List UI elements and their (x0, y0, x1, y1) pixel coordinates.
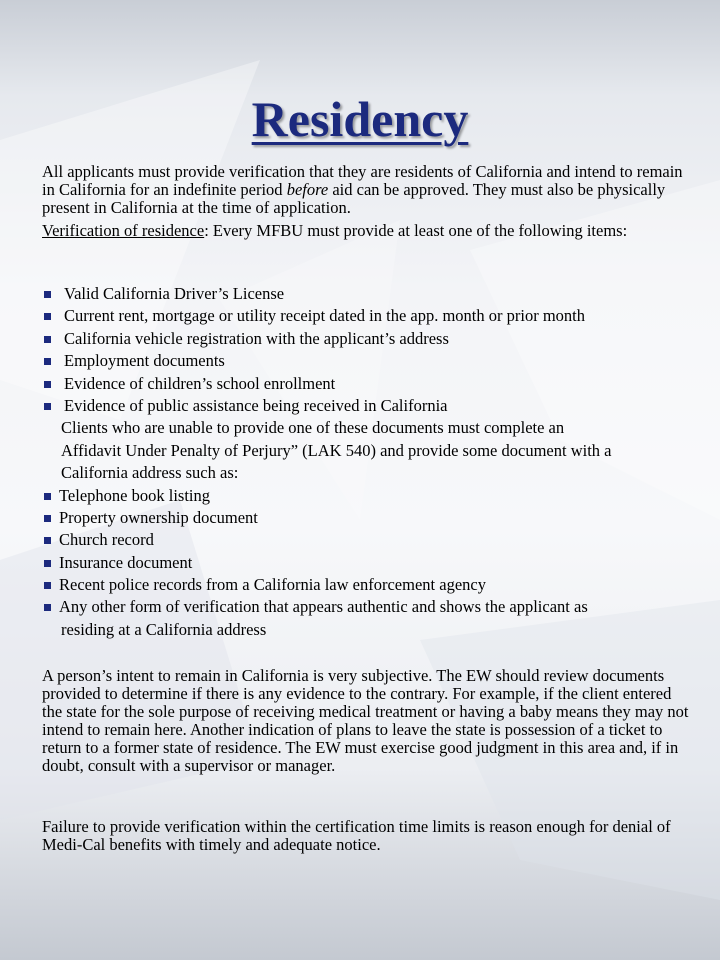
list-item: Employment documents (42, 350, 702, 372)
verification-label: Verification of residence (42, 221, 205, 240)
intro-paragraph (42, 163, 694, 217)
list-item: Telephone book listing (42, 485, 702, 507)
list-item: Church record (42, 529, 702, 551)
verification-text: : Every MFBU must provide at least one of the following items: (204, 221, 628, 240)
document-list (42, 283, 702, 641)
bullet-icon (44, 313, 51, 320)
intent-paragraph: A person’s intent to remain in California is very subjective. The EW should review documents provided to determine if there is any evidence to the contrary. For example, if the client entered the state for the sole purpose of receiving medical treatment or having a baby means they may not intend to remain here. Another indication of plans to leave the state is possession of a ticket to return to a former state of residence. The EW must exercise good judgment in this area and, if in doubt, consult with a supervisor or manager. (42, 666, 689, 775)
list-item: Evidence of children’s school enrollment (42, 373, 702, 395)
bullet-icon (44, 291, 51, 298)
bullet-icon (44, 515, 51, 522)
bullet-icon (44, 493, 51, 500)
list-item: California vehicle registration with the applicant’s address (42, 328, 702, 350)
list-item: Evidence of public assistance being received in California (42, 395, 702, 417)
intro-text-1: All applicants must provide verification that they are residents of California and intend to remain in California for an indefinite period (42, 162, 683, 199)
bullet-icon (44, 560, 51, 567)
list-item: Recent police records from a California law enforcement agency (42, 574, 702, 596)
list-item: Current rent, mortgage or utility receipt dated in the app. month or prior month (42, 305, 702, 327)
list-item: Valid California Driver’s License (42, 283, 702, 305)
list-item-continuation: residing at a California address (61, 619, 267, 639)
bullet-icon (44, 582, 51, 589)
intro-text-2: aid can be approved. They must also be physically present in California at the time of application. (42, 180, 666, 217)
page-title: Residency (251, 91, 469, 147)
list-item: Property ownership document (42, 507, 702, 529)
bullet-icon (44, 604, 51, 611)
list-item: Any other form of verification that appears authentic and shows the applicant as (42, 596, 702, 618)
bullet-icon (44, 381, 51, 388)
bullet-icon (44, 336, 51, 343)
affidavit-line: Clients who are unable to provide one of these documents must complete an (61, 418, 565, 438)
intro-emphasis: before (286, 180, 329, 199)
affidavit-line: Affidavit Under Penalty of Perjury” (LAK 540) and provide some document with a (61, 440, 612, 460)
bullet-icon (44, 403, 51, 410)
list-item: Insurance document (42, 552, 702, 574)
affidavit-line: California address such as: (61, 463, 239, 483)
verification-paragraph (42, 222, 694, 240)
failure-paragraph: Failure to provide verification within the certification time limits is reason enough for denial of Medi-Cal benefits with timely and adequate notice. (42, 817, 671, 854)
bullet-icon (44, 358, 51, 365)
bullet-icon (44, 537, 51, 544)
